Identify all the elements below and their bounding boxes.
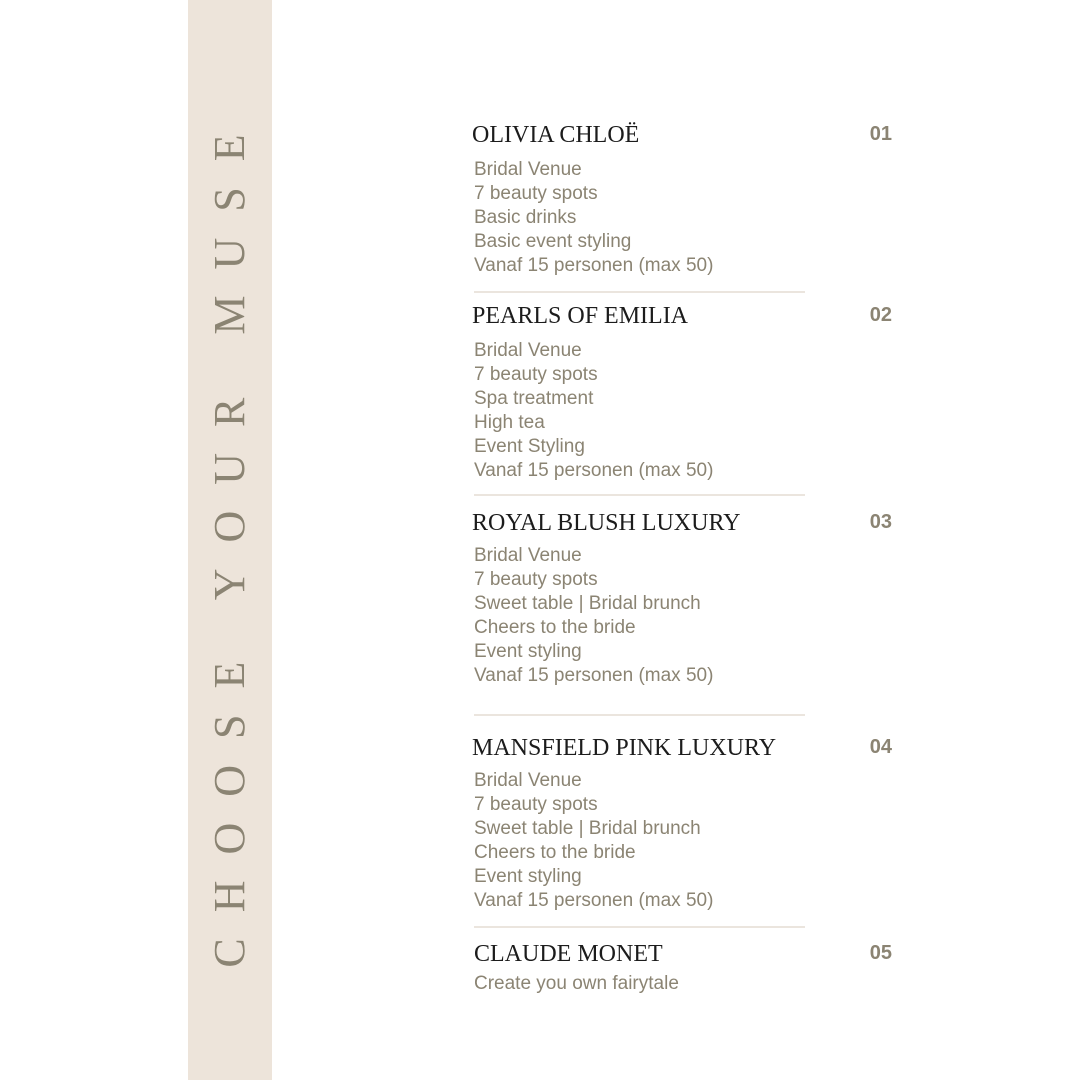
- package-items: [474, 972, 892, 996]
- list-item: Vanaf 15 personen (max 50): [474, 255, 714, 276]
- package-number: 02: [869, 304, 892, 326]
- list-item: High tea: [474, 412, 545, 433]
- list-item: Vanaf 15 personen (max 50): [474, 665, 714, 686]
- package-number: 01: [869, 123, 892, 145]
- list-item: Event styling: [474, 641, 582, 662]
- list-item: Cheers to the bride: [474, 617, 636, 638]
- package-number: 05: [869, 942, 892, 964]
- package-items: [472, 158, 892, 278]
- list-item: Spa treatment: [474, 388, 594, 409]
- divider: [474, 494, 805, 496]
- divider: [474, 926, 805, 928]
- package-royal-blush-luxury: [472, 509, 892, 688]
- package-number: 03: [869, 511, 892, 533]
- package-name: ROYAL BLUSH LUXURY: [472, 510, 741, 536]
- list-item: Event Styling: [474, 436, 585, 457]
- list-item: Create you own fairytale: [474, 973, 679, 994]
- package-mansfield-pink-luxury: [472, 734, 892, 913]
- package-items: [472, 339, 892, 483]
- package-number: 04: [869, 736, 892, 758]
- list-item: Vanaf 15 personen (max 50): [474, 890, 714, 911]
- divider: [474, 291, 805, 293]
- package-claude-monet: [474, 940, 892, 996]
- package-items: [472, 544, 892, 688]
- list-item: Vanaf 15 personen (max 50): [474, 460, 714, 481]
- list-item: 7 beauty spots: [474, 569, 598, 590]
- package-olivia-chloe: [472, 121, 892, 278]
- list-item: Sweet table | Bridal brunch: [474, 593, 701, 614]
- package-name: CLAUDE MONET: [474, 941, 663, 967]
- package-items: [472, 769, 892, 913]
- list-item: Basic event styling: [474, 231, 632, 252]
- list-item: Cheers to the bride: [474, 842, 636, 863]
- list-item: 7 beauty spots: [474, 183, 598, 204]
- list-item: Bridal Venue: [474, 545, 582, 566]
- vertical-title: CHOOSE YOUR MUSE: [205, 108, 254, 968]
- package-name: PEARLS OF EMILIA: [472, 303, 689, 329]
- list-item: Basic drinks: [474, 207, 577, 228]
- list-item: Bridal Venue: [474, 159, 582, 180]
- package-pearls-of-emilia: [472, 302, 892, 483]
- package-name: MANSFIELD PINK LUXURY: [472, 735, 777, 761]
- package-name: OLIVIA CHLOË: [472, 122, 640, 148]
- list-item: 7 beauty spots: [474, 364, 598, 385]
- list-item: Sweet table | Bridal brunch: [474, 818, 701, 839]
- list-item: Bridal Venue: [474, 770, 582, 791]
- list-item: Bridal Venue: [474, 340, 582, 361]
- list-item: Event styling: [474, 866, 582, 887]
- divider: [474, 714, 805, 716]
- list-item: 7 beauty spots: [474, 794, 598, 815]
